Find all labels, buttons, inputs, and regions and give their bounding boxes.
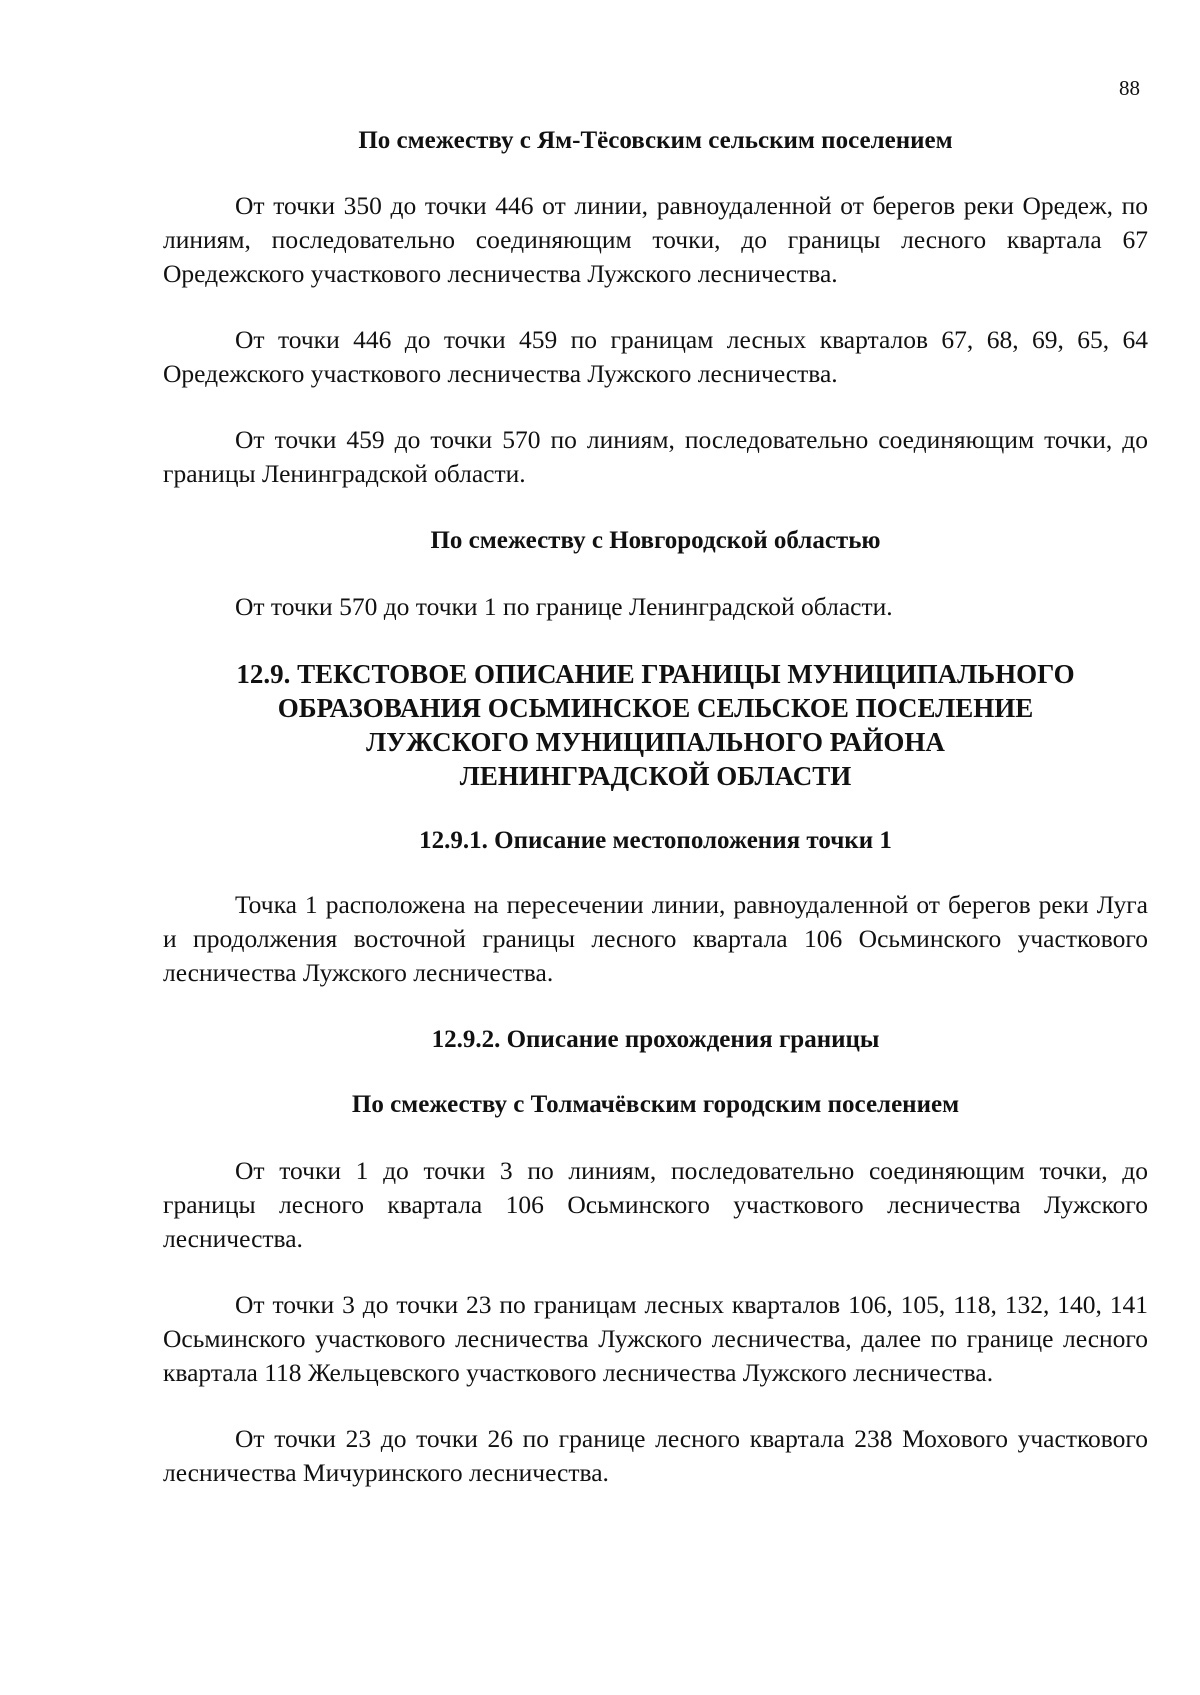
paragraph-1-3: От точки 1 до точки 3 по линиям, последовательно соединяющим точки, до границы лесного квартала 106 Осьминского участкового лесничества Лужского лесничества. [163, 1156, 1148, 1253]
chapter-title-line-3: ЛУЖСКОГО МУНИЦИПАЛЬНОГО РАЙОНА [366, 727, 945, 757]
paragraph-3-23: От точки 3 до точки 23 по границам лесных кварталов 106, 105, 118, 132, 140, 141 Осьминского участкового лесничества Лужского лесничества, далее по границе лесного квартала 118 Жельцевского участкового лесничества Лужского лесничества. [163, 1290, 1148, 1387]
paragraph-point-1: Точка 1 расположена на пересечении линии, равноудаленной от берегов реки Луга и продолжения восточной границы лесного квартала 106 Осьминского участкового лесничества Лужского лесничества. [163, 890, 1148, 987]
section-heading-tolmachevo: По смежеству с Толмачёвским городским поселением [351, 1091, 960, 1118]
chapter-title-line-2: ОБРАЗОВАНИЯ ОСЬМИНСКОЕ СЕЛЬСКОЕ ПОСЕЛЕНИЕ [277, 693, 1034, 723]
chapter-title-line-1: 12.9. ТЕКСТОВОЕ ОПИСАНИЕ ГРАНИЦЫ МУНИЦИПАЛЬНОГО [236, 659, 1075, 689]
document-body [163, 124, 1148, 1490]
paragraph-446-459: От точки 446 до точки 459 по границам лесных кварталов 67, 68, 69, 65, 64 Оредежского участкового лесничества Лужского лесничества. [163, 325, 1148, 388]
paragraph-570-1: От точки 570 до точки 1 по границе Ленинградской области. [235, 592, 893, 621]
paragraph-350-446: От точки 350 до точки 446 от линии, равноудаленной от берегов реки Оредеж, по линиям, последовательно соединяющим точки, до границы лесного квартала 67 Оредежского участкового лесничества Лужского лесничества. [163, 191, 1148, 288]
chapter-title-line-4: ЛЕНИНГРАДСКОЙ ОБЛАСТИ [459, 761, 852, 791]
page-number: 88 [1119, 76, 1140, 100]
paragraph-23-26: От точки 23 до точки 26 по границе лесного квартала 238 Мохового участкового лесничества Мичуринского лесничества. [163, 1424, 1148, 1487]
section-heading-novgorod: По смежеству с Новгородской областью [430, 527, 881, 554]
section-heading-yam-tesovo: По смежеству с Ям-Тёсовским сельским поселением [358, 127, 953, 154]
subsection-heading-12-9-1: 12.9.1. Описание местоположения точки 1 [419, 827, 892, 854]
paragraph-459-570: От точки 459 до точки 570 по линиям, последовательно соединяющим точки, до границы Ленинградской области. [163, 425, 1148, 488]
subsection-heading-12-9-2: 12.9.2. Описание прохождения границы [431, 1026, 880, 1053]
chapter-title [163, 657, 1148, 793]
